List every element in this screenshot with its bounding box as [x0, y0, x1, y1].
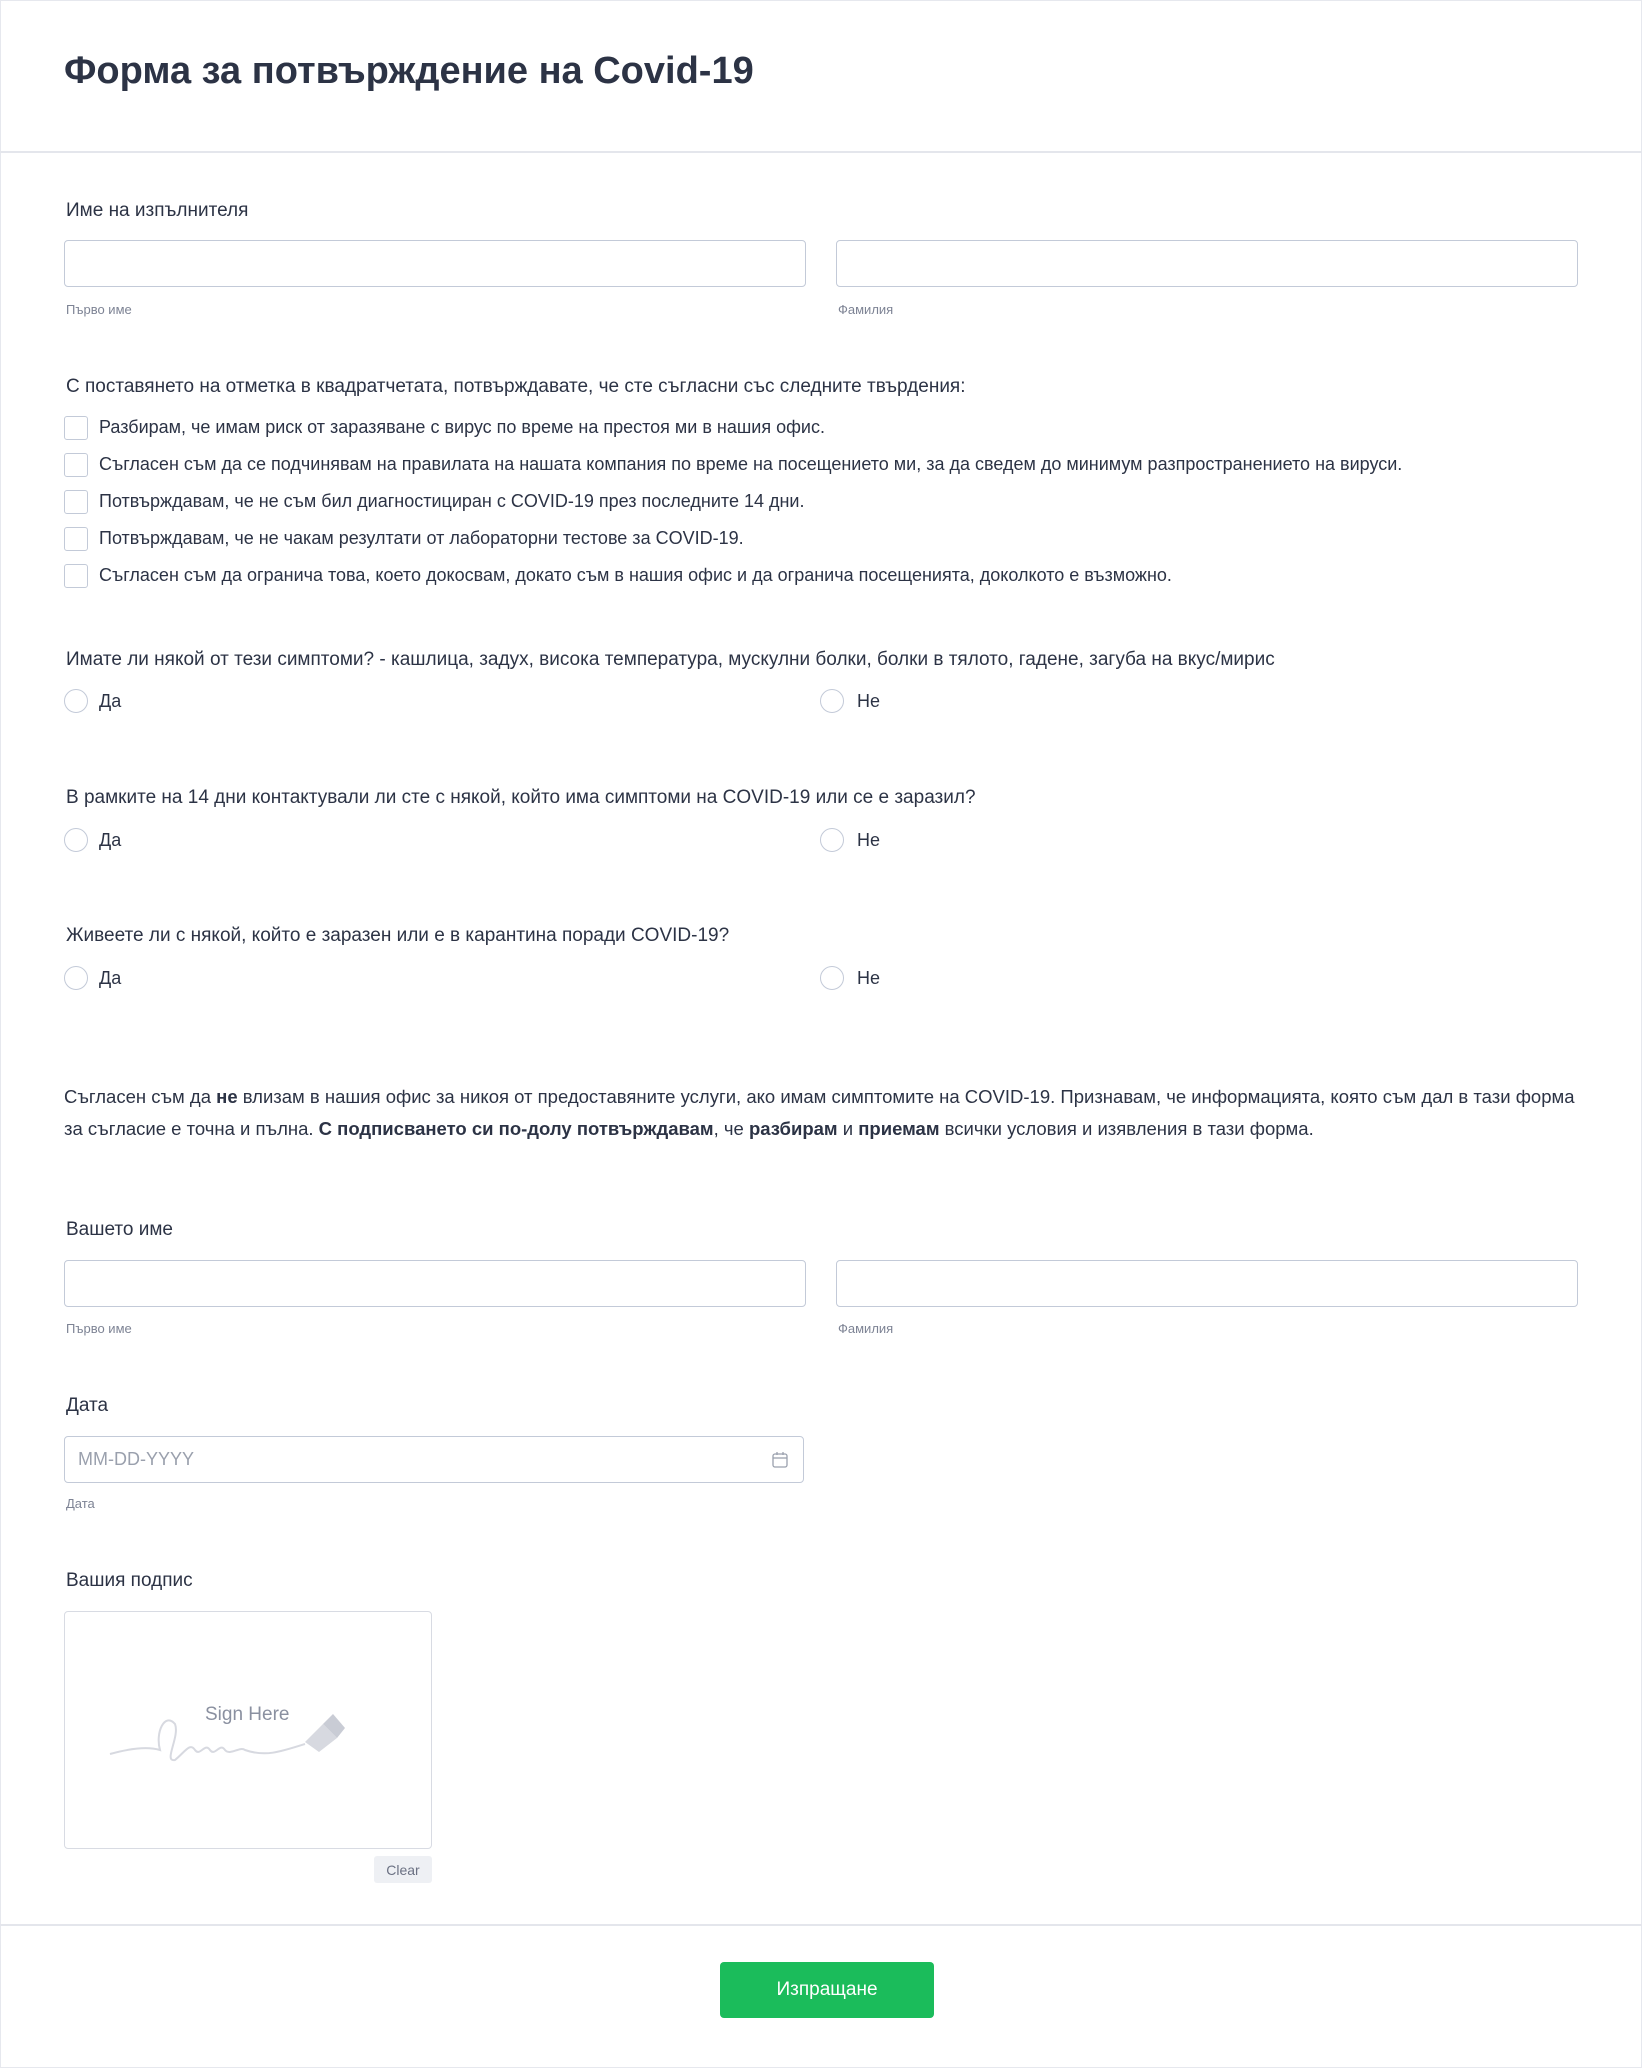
question-symptoms: Имате ли някой от тези симптоми? - кашлица, задух, висока температура, мускулни болки, болки в тялото, гадене, загуба на вкус/мирис: [66, 649, 1275, 670]
radio-yes-label: Да: [99, 968, 122, 988]
radio-yes[interactable]: [64, 828, 88, 852]
radio-no-label: Не: [857, 691, 881, 711]
your-first-name-input[interactable]: [64, 1260, 806, 1307]
signature-scribble-icon: [105, 1702, 375, 1772]
agreement-checkbox[interactable]: [64, 453, 88, 477]
consent-paragraph: Съгласен съм да не влизам в нашия офис за никоя от предоставяните услуги, ако имам симптомите на COVID-19. Признавам, че информацията, която съм дал в тази форма за съгласие е точна и пълна. С подписването си по-долу потвърждавам, че разбирам и приемам всички условия и изявления в тази форма.: [64, 1086, 1575, 1139]
performer-name-label: Име на изпълнителя: [66, 200, 249, 221]
agreement-checkbox[interactable]: [64, 416, 88, 440]
agreements-prompt: С поставянето на отметка в квадратчетата, потвърждавате, че сте съгласни със следните твърдения:: [66, 376, 966, 397]
radio-yes-label: Да: [99, 691, 122, 711]
agreement-label: Разбирам, че имам риск от заразяване с вирус по време на престоя ми в нашия офис.: [99, 417, 825, 437]
radio-no[interactable]: [820, 689, 844, 713]
signature-pad[interactable]: [64, 1611, 432, 1849]
agreement-label: Потвърждавам, че не чакам резултати от лабораторни тестове за COVID-19.: [99, 528, 744, 548]
calendar-icon[interactable]: [771, 1451, 789, 1469]
signature-label: Вашия подпис: [66, 1570, 193, 1591]
clear-signature-button[interactable]: Clear: [374, 1856, 432, 1883]
radio-yes[interactable]: [64, 689, 88, 713]
your-last-sublabel: Фамилия: [838, 1321, 894, 1336]
your-name-label: Вашето име: [66, 1219, 173, 1240]
radio-no[interactable]: [820, 966, 844, 990]
submit-button[interactable]: Изпращане: [720, 1962, 934, 2018]
page-title: Форма за потвърждение на Covid-19: [64, 50, 754, 92]
agreement-checkbox[interactable]: [64, 490, 88, 514]
date-input[interactable]: [64, 1436, 804, 1483]
radio-no[interactable]: [820, 828, 844, 852]
your-first-sublabel: Първо име: [66, 1321, 132, 1336]
performer-first-name-input[interactable]: [64, 240, 806, 287]
your-last-name-input[interactable]: [836, 1260, 1578, 1307]
performer-last-name-input[interactable]: [836, 240, 1578, 287]
agreement-checkbox[interactable]: [64, 564, 88, 588]
header-divider: [0, 151, 1642, 153]
agreement-label: Потвърждавам, че не съм бил диагностициран с COVID-19 през последните 14 дни.: [99, 491, 805, 511]
radio-yes[interactable]: [64, 966, 88, 990]
radio-no-label: Не: [857, 830, 881, 850]
agreement-label: Съгласен съм да се подчинявам на правилата на нашата компания по време на посещението ми, за да сведем до минимум разпространението на вируси.: [99, 454, 1403, 474]
performer-first-sublabel: Първо име: [66, 302, 132, 317]
agreement-label: Съгласен съм да ограничa това, което докосвам, докато съм в нашия офис и да ограничa посещенията, доколкото е възможно.: [99, 565, 1172, 585]
question-contact: В рамките на 14 дни контактували ли сте с някой, който има симптоми на COVID-19 или се е заразил?: [66, 787, 976, 808]
footer-divider: [0, 1924, 1642, 1926]
agreement-checkbox[interactable]: [64, 527, 88, 551]
question-household: Живеете ли с някой, който е заразен или е в карантина поради COVID-19?: [66, 925, 730, 946]
date-label: Дата: [66, 1395, 109, 1416]
radio-yes-label: Да: [99, 830, 122, 850]
performer-last-sublabel: Фамилия: [838, 302, 894, 317]
date-sublabel: Дата: [66, 1496, 95, 1511]
radio-no-label: Не: [857, 968, 881, 988]
sign-here-hint: Sign Here: [205, 1704, 290, 1725]
date-placeholder: MM-DD-YYYY: [78, 1449, 194, 1469]
